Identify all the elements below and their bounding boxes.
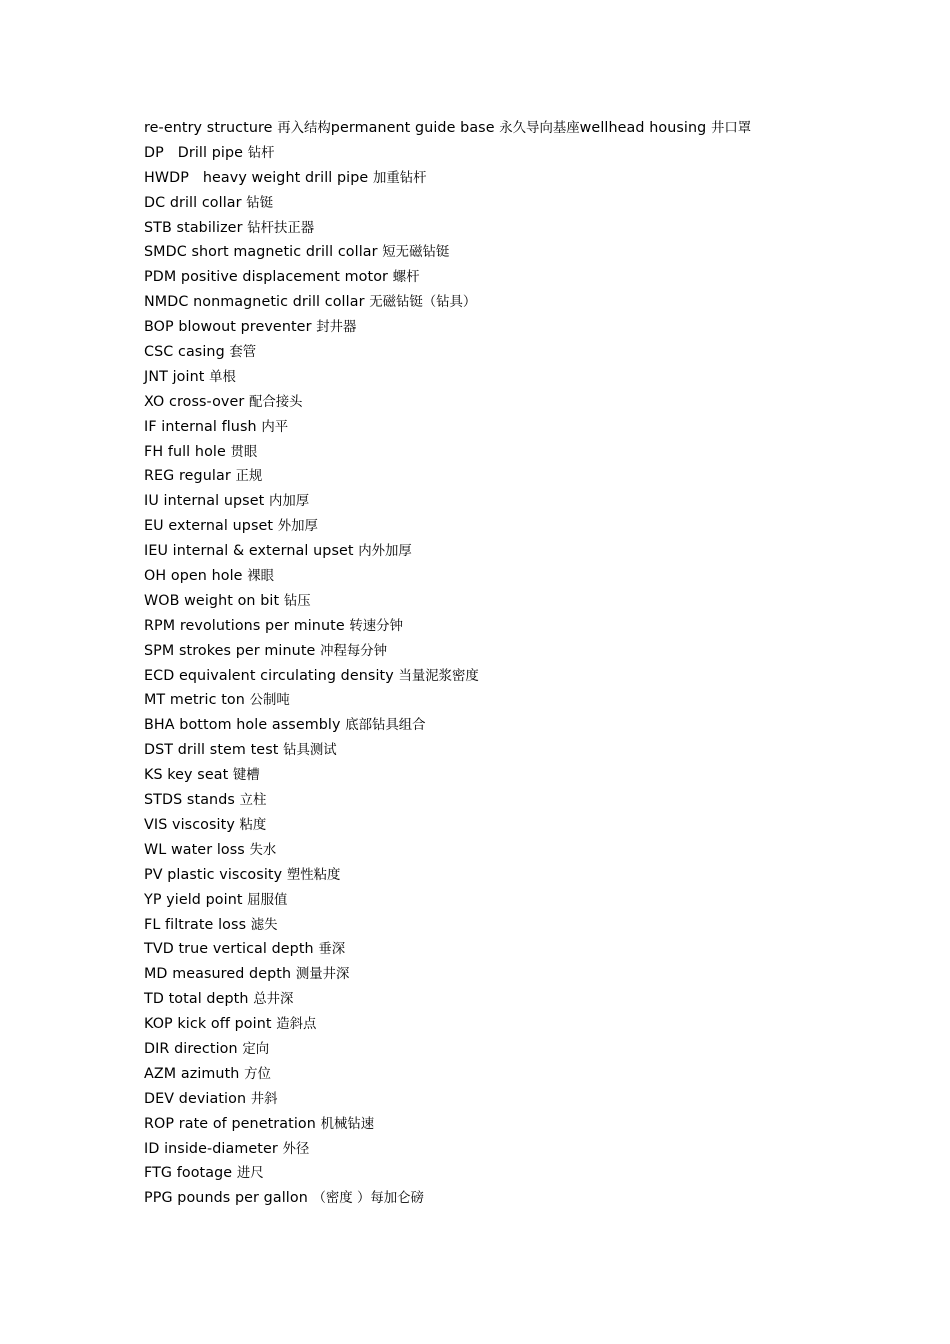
term-chinese: 钻压 xyxy=(283,593,311,609)
term-english: permanent guide base xyxy=(330,120,500,136)
term-chinese: 屈服值 xyxy=(247,892,288,908)
glossary-line xyxy=(144,987,904,1012)
term-english: NMDC nonmagnetic drill collar xyxy=(144,294,370,311)
term-english: REG regular xyxy=(144,468,236,485)
term-chinese: 键槽 xyxy=(232,768,260,784)
term-chinese: 钻杆扶正器 xyxy=(247,220,315,236)
glossary-line xyxy=(144,240,904,265)
term-chinese: 钻具测试 xyxy=(283,743,337,759)
term-english: JNT joint xyxy=(144,368,210,385)
term-chinese: 井斜 xyxy=(250,1091,278,1107)
term-english: XO cross-over xyxy=(144,393,249,410)
term-chinese: 方位 xyxy=(244,1066,271,1082)
term-english: WL water loss xyxy=(144,841,250,858)
term-english: KOP kick off point xyxy=(144,1016,277,1033)
term-chinese: （密度 ）每加仑磅 xyxy=(312,1191,424,1207)
glossary-line xyxy=(144,1087,904,1112)
term-chinese: 外径 xyxy=(282,1141,310,1157)
term-chinese: 当量泥浆密度 xyxy=(398,668,479,684)
glossary-line xyxy=(144,738,904,763)
term-chinese: 总井深 xyxy=(253,992,294,1008)
term-chinese: 冲程每分钟 xyxy=(320,643,388,659)
glossary-line xyxy=(144,1112,904,1137)
term-english: MT metric ton xyxy=(144,692,250,709)
term-chinese: 粘度 xyxy=(239,817,267,833)
term-english: PPG pounds per gallon xyxy=(144,1190,313,1207)
term-english: MD measured depth xyxy=(144,966,296,983)
term-chinese: 垂深 xyxy=(318,942,346,958)
term-english: ID inside-diameter xyxy=(144,1140,283,1157)
term-chinese: 螺杆 xyxy=(392,270,420,286)
term-chinese: 外加厚 xyxy=(277,519,318,535)
glossary-line xyxy=(144,639,904,664)
glossary-line xyxy=(144,863,904,888)
term-english: FH full hole xyxy=(144,443,231,460)
term-english: wellhead housing xyxy=(579,120,711,136)
glossary-line xyxy=(144,340,904,365)
glossary-line xyxy=(144,688,904,713)
term-english: DIR direction xyxy=(144,1040,243,1057)
glossary-line xyxy=(144,564,904,589)
glossary-line xyxy=(144,962,904,987)
glossary-line xyxy=(144,116,904,141)
glossary-line xyxy=(144,838,904,863)
term-english: VIS viscosity xyxy=(144,816,240,833)
glossary-line xyxy=(144,937,904,962)
term-chinese: 短无磁钻铤 xyxy=(382,245,450,261)
glossary-line xyxy=(144,191,904,216)
term-english: RPM revolutions per minute xyxy=(144,617,350,634)
term-english: DP Drill pipe xyxy=(144,144,248,161)
term-chinese: 封井器 xyxy=(316,320,357,336)
term-english: re-entry structure xyxy=(144,120,278,136)
glossary-line xyxy=(144,166,904,191)
term-english: ROP rate of penetration xyxy=(144,1115,321,1132)
glossary-line xyxy=(144,913,904,938)
term-english: FL filtrate loss xyxy=(144,916,251,933)
glossary-line xyxy=(144,440,904,465)
term-english: HWDP heavy weight drill pipe xyxy=(144,169,373,186)
glossary-line xyxy=(144,788,904,813)
term-english: IF internal flush xyxy=(144,418,262,435)
term-english: DEV deviation xyxy=(144,1090,251,1107)
term-chinese: 加重钻杆 xyxy=(372,170,427,186)
term-english: IEU internal & external upset xyxy=(144,543,359,560)
term-english: SPM strokes per minute xyxy=(144,642,321,659)
term-english: YP yield point xyxy=(144,891,248,908)
term-english: BHA bottom hole assembly xyxy=(144,717,346,734)
term-english: OH open hole xyxy=(144,568,248,585)
term-chinese: 单根 xyxy=(209,369,236,385)
glossary-line xyxy=(144,763,904,788)
glossary-line xyxy=(144,265,904,290)
term-english: CSC casing xyxy=(144,344,230,361)
term-english: TVD true vertical depth xyxy=(144,941,319,958)
glossary-line xyxy=(144,365,904,390)
term-chinese: 配合接头 xyxy=(249,394,303,410)
term-english: STDS stands xyxy=(144,792,240,809)
term-chinese: 公制吨 xyxy=(249,693,290,709)
glossary-line xyxy=(144,888,904,913)
glossary-line xyxy=(144,216,904,241)
glossary-line xyxy=(144,1137,904,1162)
term-chinese: 钻杆 xyxy=(247,145,275,161)
term-chinese: 塑性粘度 xyxy=(286,867,341,883)
term-chinese: 内外加厚 xyxy=(358,544,412,560)
term-english: PDM positive displacement motor xyxy=(144,269,393,286)
term-chinese: 井口罩 xyxy=(710,121,752,136)
term-english: ECD equivalent circulating density xyxy=(144,667,399,684)
term-chinese: 无磁钻铤（钻具） xyxy=(369,295,477,311)
term-chinese: 内平 xyxy=(261,419,289,435)
term-english: WOB weight on bit xyxy=(144,592,284,609)
term-english: DST drill stem test xyxy=(144,742,284,759)
term-chinese: 贯眼 xyxy=(230,444,258,460)
glossary-line xyxy=(144,489,904,514)
term-english: EU external upset xyxy=(144,518,278,535)
glossary-line xyxy=(144,1186,904,1211)
glossary-line xyxy=(144,713,904,738)
term-chinese: 定向 xyxy=(242,1041,270,1057)
term-english: BOP blowout preventer xyxy=(144,319,317,336)
term-chinese: 测量井深 xyxy=(295,967,350,983)
term-chinese: 滤失 xyxy=(250,917,278,933)
term-english: FTG footage xyxy=(144,1165,237,1182)
glossary-line xyxy=(144,315,904,340)
term-chinese: 底部钻具组合 xyxy=(345,718,426,734)
glossary-line xyxy=(144,589,904,614)
term-chinese: 机械钻速 xyxy=(320,1116,375,1132)
glossary-line xyxy=(144,1161,904,1186)
glossary-line xyxy=(144,1062,904,1087)
glossary-line xyxy=(144,290,904,315)
glossary-line xyxy=(144,813,904,838)
term-english: STB stabilizer xyxy=(144,219,248,236)
term-chinese: 内加厚 xyxy=(268,494,310,510)
term-english: KS key seat xyxy=(144,767,233,784)
glossary-line xyxy=(144,390,904,415)
term-english: AZM azimuth xyxy=(144,1065,245,1082)
term-chinese: 套管 xyxy=(229,345,257,361)
term-chinese: 正规 xyxy=(235,469,263,485)
term-chinese: 进尺 xyxy=(236,1166,264,1182)
term-chinese: 立柱 xyxy=(239,793,267,809)
glossary-line xyxy=(144,464,904,489)
term-chinese: 转速分钟 xyxy=(349,618,403,634)
term-chinese: 裸眼 xyxy=(247,569,274,585)
term-english: SMDC short magnetic drill collar xyxy=(144,244,383,261)
glossary-line xyxy=(144,141,904,166)
glossary-line xyxy=(144,1037,904,1062)
glossary-line xyxy=(144,514,904,539)
term-chinese: 造斜点 xyxy=(276,1017,317,1033)
glossary-list xyxy=(144,116,904,1211)
glossary-line xyxy=(144,614,904,639)
term-chinese: 失水 xyxy=(249,842,277,858)
term-chinese: 钻铤 xyxy=(246,195,274,211)
term-chinese: 永久导向基座 xyxy=(499,121,580,136)
glossary-line xyxy=(144,664,904,689)
term-english: PV plastic viscosity xyxy=(144,866,287,883)
term-english: IU internal upset xyxy=(144,493,269,510)
term-english: TD total depth xyxy=(144,991,254,1008)
glossary-line xyxy=(144,415,904,440)
glossary-line xyxy=(144,1012,904,1037)
glossary-line xyxy=(144,539,904,564)
term-english: DC drill collar xyxy=(144,194,247,211)
term-chinese: 再入结构 xyxy=(277,121,331,136)
